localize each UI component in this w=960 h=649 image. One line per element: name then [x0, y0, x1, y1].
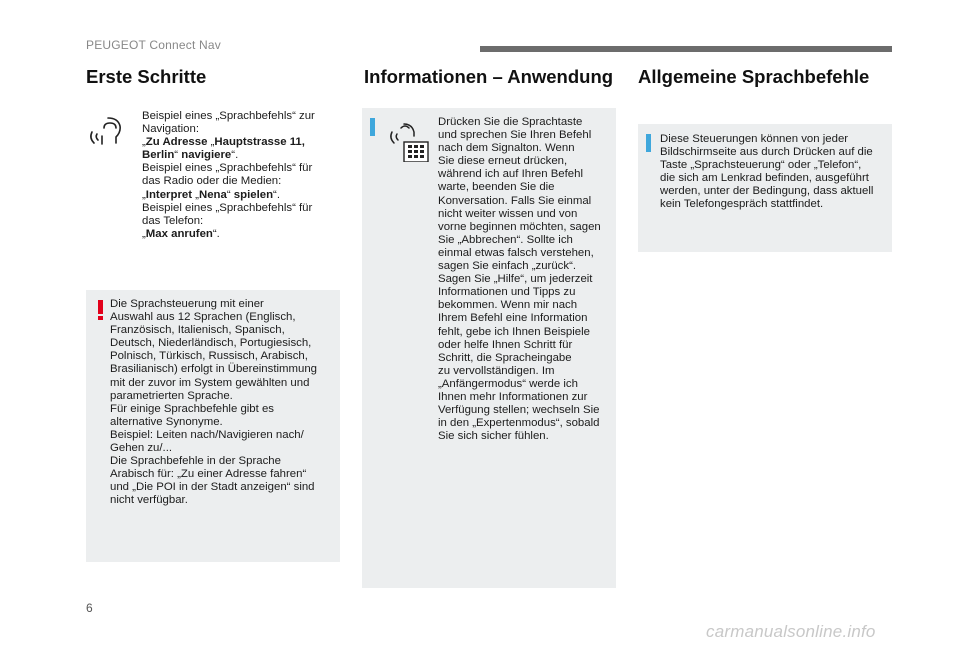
example-line: Beispiel eines „Sprachbefehls“ für: [142, 201, 313, 214]
info-box-general-commands: [638, 124, 892, 252]
command-keyword: Berlin: [142, 149, 175, 162]
example-line: das Telefon:: [142, 214, 204, 227]
example-line: Beispiel eines „Sprachbefehls“ zur: [142, 110, 315, 122]
heading-erste-schritte: Erste Schritte: [86, 66, 207, 87]
voice-keypad-icon: [384, 114, 436, 162]
command-keyword: navigiere: [181, 149, 232, 162]
watermark: carmanualsonline.info: [706, 622, 876, 641]
quote-mark: „: [142, 227, 146, 240]
heading-informationen-anwendung: Informationen – Anwendung: [364, 66, 614, 87]
command-keyword: Interpret: [145, 188, 192, 201]
example-line: Beispiel eines „Sprachbefehls“ für: [142, 162, 313, 175]
voice-command-icon: [88, 112, 126, 150]
command-keyword: Nena: [198, 188, 227, 201]
header-rule: [480, 46, 892, 52]
example-voice-commands: [142, 110, 315, 241]
document-header-title: PEUGEOT Connect Nav: [86, 38, 221, 52]
heading-allgemeine-sprachbefehle: Allgemeine Sprachbefehle: [638, 66, 870, 87]
quote-mark: „: [142, 136, 146, 149]
command-keyword: Max anrufen: [145, 227, 213, 240]
quote-mark: “.: [212, 227, 220, 240]
quote-mark: “.: [231, 149, 239, 162]
command-keyword: spielen: [233, 188, 274, 201]
info-icon: [646, 134, 651, 152]
quote-mark: „: [192, 188, 199, 201]
info-text-general-commands: Diese Steuerungen können von jeder Bildschirmseite aus durch Drücken auf die Taste „Sprachsteuerung“ oder „Telefon“, die sich am Lenkrad befinden, ausgeführt werden, unter der Bedingung, dass aktuell kein Telefongespräch stattfindet.: [660, 133, 874, 211]
example-line: das Radio oder die Medien:: [142, 175, 282, 188]
quote-mark: „: [142, 188, 146, 201]
info-text-application: Drücken Sie die Sprachtaste und sprechen Sie Ihren Befehl nach dem Signalton. Wenn Sie diese erneut drücken, während ich auf Ihren Befehl warte, beenden Sie die Konversation. Falls Sie einmal nicht weiter wissen und von vorne beginnen möchten, sagen Sie „Abbrechen“. Sollte ich einmal etwas falsch verstehen, sagen Sie einfach „zurück“. Sagen Sie „Hilfe“, um jederzeit Informationen und Tipps zu bekommen. Wenn mir nach Ihrem Befehl eine Information fehlt, gebe ich Ihnen Beispiele oder helfe Ihnen Schritt für Schritt, die Spracheingabe zu vervollständigen. Im „Anfängermodus“ werde ich Ihnen mehr Informationen zur Verfügung stellen; wechseln Sie in den „Expertenmodus“, sobald Sie sich sicher fühlen.: [438, 116, 601, 443]
info-box-application: [362, 108, 616, 588]
quote-mark: „: [207, 136, 215, 149]
info-icon: [370, 118, 375, 136]
command-keyword: Zu Adresse: [145, 136, 208, 149]
command-keyword: Hauptstrasse 11,: [214, 136, 305, 149]
warning-text: Die Sprachsteuerung mit einer Auswahl aus 12 Sprachen (Englisch, Französisch, Italienisch, Spanisch, Deutsch, Niederländisch, Portugiesisch, Polnisch, Türkisch, Russisch, Arabisch, Brasilianisch) erfolgt in Übereinstimmung mit der zuvor im System gewählten und parametrierten Sprache. Für einige Sprachbefehle gibt es alternative Synonyme. Beispiel: Leiten nach/Navigieren nach/ Gehen zu/... Die Sprachbefehle in der Sprache Arabisch für: „Zu einer Adresse fahren“ und „Die POI in der Stadt anzeigen“ sind nicht verfügbar.: [110, 298, 318, 507]
warning-icon: [98, 300, 103, 320]
quote-mark: “: [174, 149, 182, 162]
quote-mark: “.: [273, 188, 281, 201]
quote-mark: “: [226, 188, 234, 201]
page-number: 6: [86, 601, 93, 615]
warning-box: [86, 290, 340, 562]
example-line: Navigation:: [142, 123, 199, 136]
